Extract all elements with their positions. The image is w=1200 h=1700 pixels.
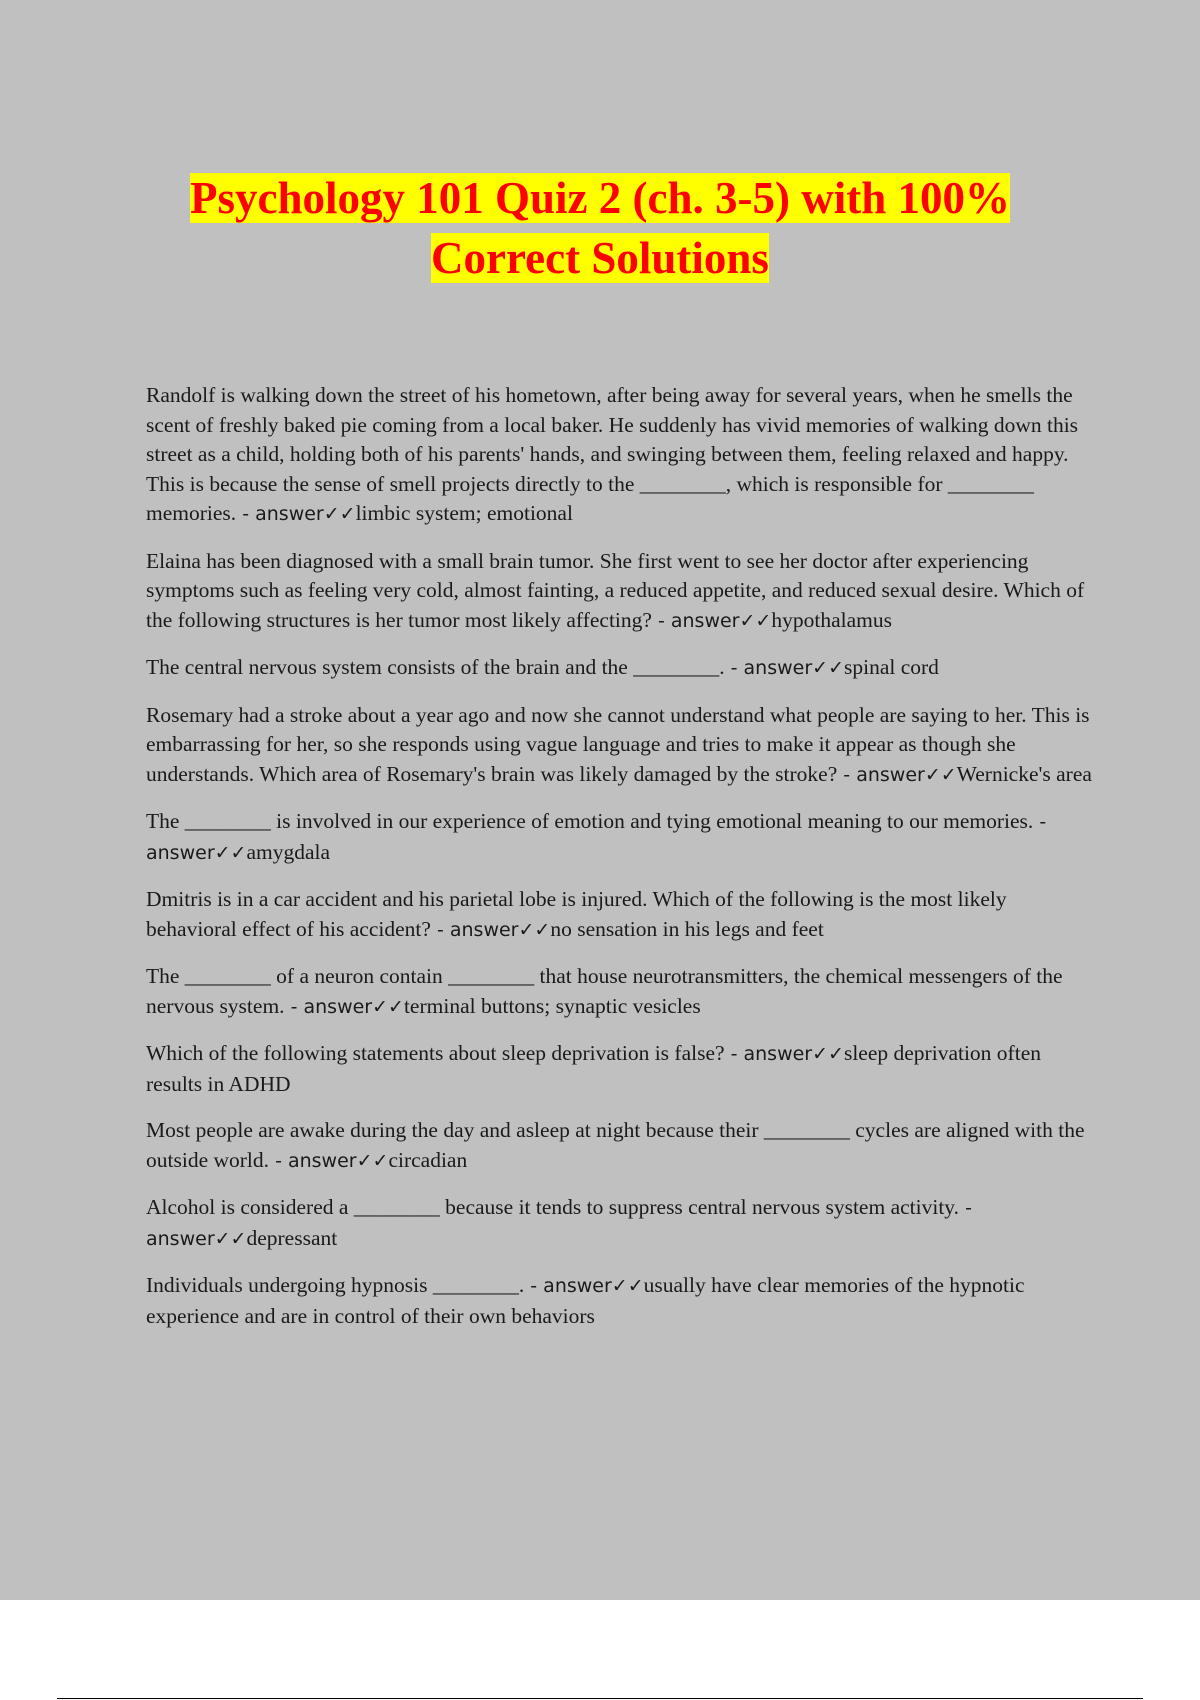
- answer-separator: - answer✓✓: [236, 503, 356, 525]
- answer-separator: - answer✓✓: [724, 1043, 844, 1065]
- qa-item-8: [146, 1039, 1096, 1099]
- answer-separator: - answer✓✓: [651, 609, 772, 632]
- qa-item-5: [146, 807, 1096, 868]
- answer-text: spinal cord: [844, 655, 939, 679]
- answer-separator: - answer✓✓: [146, 811, 1047, 864]
- question-text: Randolf is walking down the street of his hometown, after being away for several years, when he smells the scent of freshly baked pie coming from a local baker. He suddenly has vivid memories of walking down this street as a child, holding both of his parents' hands, and swinging between them, feeling relaxed and happy. This is because the sense of smell projects directly to the ________, which is responsible for ________ memories.: [146, 383, 1079, 525]
- answer-text: no sensation in his legs and feet: [550, 916, 824, 941]
- answer-separator: - answer✓✓: [837, 763, 957, 786]
- qa-item-9: [146, 1116, 1096, 1176]
- question-text: Alcohol is considered a ________ because it tends to suppress central nervous system activity.: [146, 1195, 960, 1219]
- answer-separator: - answer✓✓: [724, 657, 844, 679]
- question-text: The central nervous system consists of the brain and the ________.: [146, 655, 725, 679]
- qa-item-10: [146, 1193, 1096, 1254]
- answer-separator: - answer✓✓: [430, 918, 551, 941]
- question-text: Dmitris is in a car accident and his parietal lobe is injured. Which of the following is the most likely behavioral effect of his accident?: [146, 887, 1007, 941]
- question-text: Rosemary had a stroke about a year ago and now she cannot understand what people are saying to her. This is embarrassing for her, so she responds using vague language and tries to make it appear as though she understands. Which area of Rosemary's brain was likely damaged by the stroke?: [146, 702, 1090, 786]
- page-footer-rule: [57, 1698, 1143, 1699]
- answer-separator: - answer✓✓: [146, 1197, 972, 1250]
- title-line-2: Correct Solutions: [431, 233, 769, 283]
- answer-text: depressant: [246, 1225, 338, 1250]
- answer-text: limbic system; emotional: [355, 501, 573, 525]
- answer-text: amygdala: [246, 839, 331, 864]
- qa-item-4: [146, 701, 1096, 791]
- answer-text: terminal buttons; synaptic vesicles: [403, 993, 701, 1018]
- question-text: Which of the following statements about sleep deprivation is false?: [146, 1041, 725, 1065]
- question-text: The ________ of a neuron contain ________ that house neurotransmitters, the chemical messengers of the nervous system.: [146, 964, 1063, 1018]
- document-title: [60, 168, 1140, 288]
- qa-item-2: [146, 547, 1096, 637]
- answer-text: usually have clear memories of the hypnotic experience and are in control of their own behaviors: [146, 1273, 1025, 1328]
- answer-text: hypothalamus: [771, 607, 892, 632]
- answer-separator: - answer✓✓: [269, 1149, 389, 1172]
- question-text: Individuals undergoing hypnosis ________.: [146, 1273, 525, 1297]
- qa-item-1: [146, 381, 1096, 530]
- title-line-1: Psychology 101 Quiz 2 (ch. 3-5) with 100%: [190, 173, 1010, 223]
- qa-item-6: [146, 885, 1096, 945]
- answer-separator: - answer✓✓: [284, 995, 404, 1018]
- answer-text: sleep deprivation often results in ADHD: [146, 1041, 1041, 1096]
- question-text: The ________ is involved in our experience of emotion and tying emotional meaning to our memories.: [146, 809, 1034, 833]
- qa-list: [146, 381, 1096, 1348]
- qa-item-7: [146, 962, 1096, 1022]
- answer-text: Wernicke's area: [956, 761, 1092, 786]
- question-text: Most people are awake during the day and asleep at night because their ________ cycles are aligned with the outside world.: [146, 1118, 1085, 1172]
- qa-item-11: [146, 1271, 1096, 1331]
- question-text: Elaina has been diagnosed with a small brain tumor. She first went to see her doctor after experiencing symptoms such as feeling very cold, almost fainting, a reduced appetite, and reduced sexual desire. Which of the following structures is her tumor most likely affecting?: [146, 548, 1085, 632]
- answer-separator: - answer✓✓: [524, 1275, 644, 1297]
- answer-text: circadian: [388, 1147, 468, 1172]
- qa-item-3: [146, 653, 1096, 684]
